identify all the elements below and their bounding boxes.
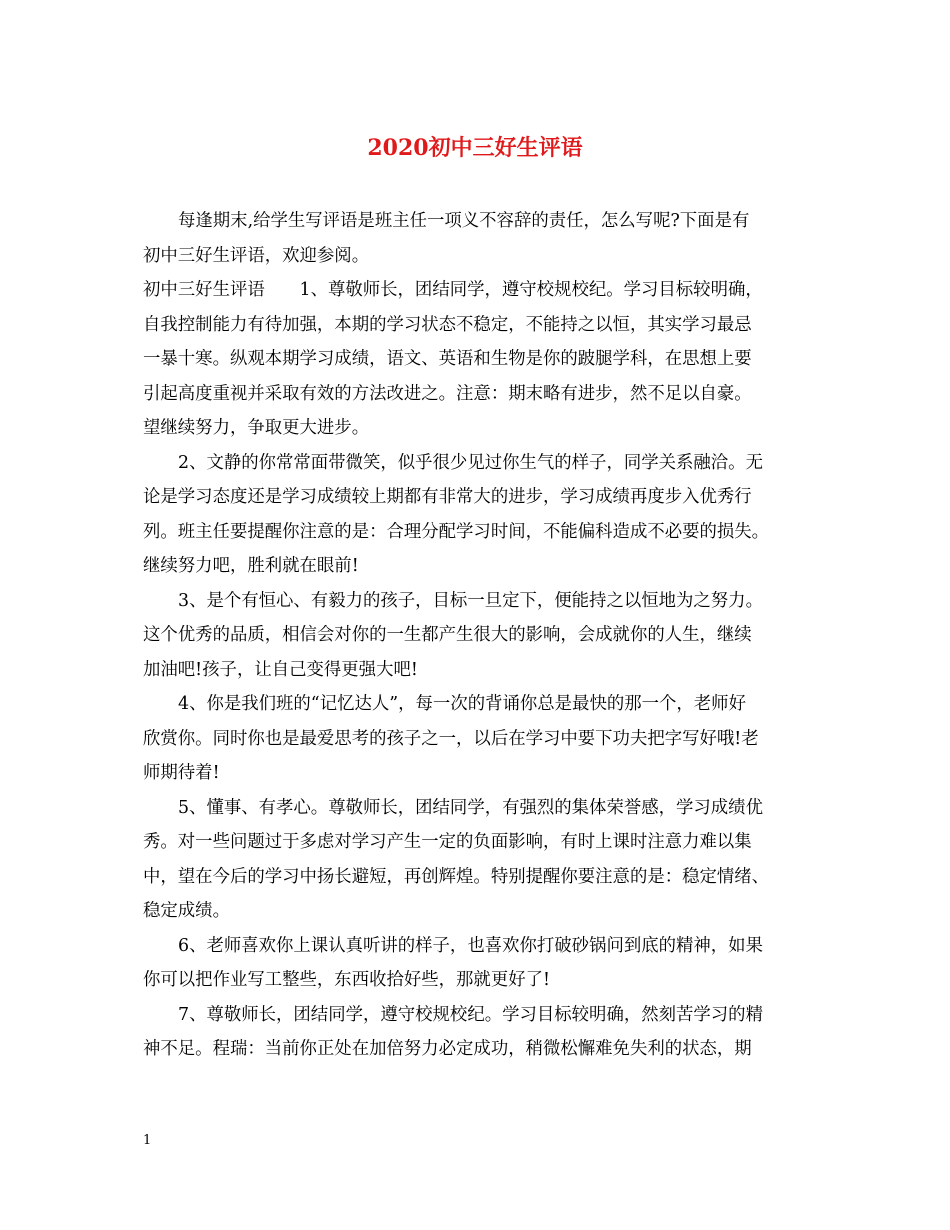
text-line: 欣赏你。同时你也是最爱思考的孩子之一，以后在学习中要下功夫把字写好哦!老 <box>143 728 759 749</box>
text-line: 2、文静的你常常面带微笑，似乎很少见过你生气的样子，同学关系融洽。无 <box>178 452 763 473</box>
text-line: 4、你是我们班的“记忆达人”，每一次的背诵你总是最快的那一个，老师好 <box>178 694 746 714</box>
text-line: 稳定成绩。 <box>143 901 230 921</box>
text-line: 列。班主任要提醒你注意的是：合理分配学习时间，不能偏科造成不必要的损失。 <box>143 521 770 542</box>
text-line: 继续努力吧，胜利就在眼前! <box>143 556 359 576</box>
text-line: 引起高度重视并采取有效的方法改进之。注意：期末略有进步，然不足以自豪。 <box>143 383 752 404</box>
document-title: 2020初中三好生评语 <box>367 135 583 161</box>
text-line: 论是学习态度还是学习成绩较上期都有非常大的进步，学习成绩再度步入优秀行 <box>143 487 752 507</box>
document-body <box>143 204 823 1067</box>
text-line: 一暴十寒。纵观本期学习成绩，语文、英语和生物是你的跛腿学科，在思想上要 <box>143 349 752 369</box>
text-line: 望继续努力，争取更大进步。 <box>143 418 370 438</box>
text-line: 3、是个有恒心、有毅力的孩子，目标一旦定下，便能持之以恒地为之努力。 <box>178 590 763 611</box>
text-line: 你可以把作业写工整些，东西收拾好些，那就更好了! <box>143 970 550 990</box>
text-line: 自我控制能力有待加强，本期的学习状态不稳定，不能持之以恒，其实学习最忌 <box>143 314 752 335</box>
text-line: 师期待着! <box>143 763 220 783</box>
text-line: 7、尊敬师长，团结同学，遵守校规校纪。学习目标较明确，然刻苦学习的精 <box>178 1004 763 1025</box>
text-line: 中，望在今后的学习中扬长避短，再创辉煌。特别提醒你要注意的是：稳定情绪、 <box>143 866 770 887</box>
text-line: 初中三好生评语 1、尊敬师长，团结同学，遵守校规校纪。学习目标较明确， <box>143 280 763 300</box>
text-line: 每逢期末,给学生写评语是班主任一项义不容辞的责任，怎么写呢?下面是有 <box>178 211 750 231</box>
text-line: 秀。对一些问题过于多虑对学习产生一定的负面影响，有时上课时注意力难以集 <box>143 832 752 852</box>
text-line: 5、懂事、有孝心。尊敬师长，团结同学，有强烈的集体荣誉感，学习成绩优 <box>178 797 763 818</box>
text-line: 神不足。程瑞：当前你正处在加倍努力必定成功，稍微松懈难免失利的状态，期 <box>143 1039 752 1059</box>
text-line: 这个优秀的品质，相信会对你的一生都产生很大的影响，会成就你的人生，继续 <box>143 625 752 645</box>
text-line: 初中三好生评语，欢迎参阅。 <box>143 245 370 266</box>
page-number: 1 <box>143 1133 152 1148</box>
text-line: 加油吧!孩子，让自己变得更强大吧! <box>143 659 418 680</box>
text-line: 6、老师喜欢你上课认真听讲的样子，也喜欢你打破砂锅问到底的精神，如果 <box>178 935 763 956</box>
